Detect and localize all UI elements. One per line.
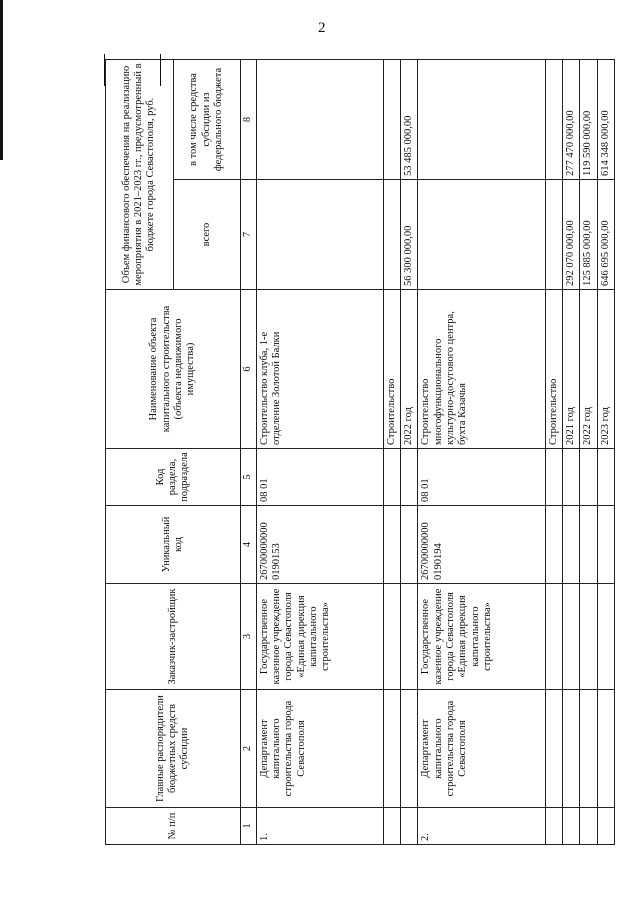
header-distributor: Главные распорядители бюджетных средств субсидии: [106, 690, 241, 808]
col-number: 1: [241, 808, 256, 845]
col-number: 4: [241, 506, 256, 584]
col-number: 2: [241, 690, 256, 808]
subsidy-objects-table: [105, 59, 615, 845]
page-number: 2: [318, 20, 326, 36]
row-federal: [418, 60, 545, 180]
row-distributor: Департамент капитального строительства города Севастополя: [256, 690, 383, 808]
row-federal: 53 485 000,00: [400, 60, 417, 180]
row-total: 56 300 000,00: [400, 180, 417, 290]
header-federal: в том числе средства субсидии из федерального бюджета: [173, 60, 241, 180]
row-total: 646 695 000,00: [597, 180, 614, 290]
header-section-code: Код раздела, подраздела: [106, 449, 241, 506]
table-row: [418, 60, 545, 845]
table-row: [383, 60, 400, 845]
row-federal: 277 470 000,00: [562, 60, 579, 180]
row-no: 1.: [256, 808, 383, 845]
row-distributor: Департамент капитального строительства города Севастополя: [418, 690, 545, 808]
row-object-name: Строительство клуба, 1-е отделение Золотой Балки: [256, 290, 383, 449]
row-type: Строительство: [383, 290, 400, 449]
table-row: [545, 60, 562, 845]
table-row: [256, 60, 383, 845]
col-number: 6: [241, 290, 256, 449]
row-section-code: 08 01: [256, 449, 383, 506]
table-row: [562, 60, 579, 845]
scan-left-edge: [0, 0, 3, 160]
header-unique-code: Уникальный код: [106, 506, 241, 584]
header-total: всего: [173, 180, 241, 290]
row-unique-code: 26700000000 0190194: [418, 506, 545, 584]
row-federal: 119 590 000,00: [580, 60, 597, 180]
row-federal: 614 348 000,00: [597, 60, 614, 180]
row-year: 2022 год: [400, 290, 417, 449]
header-no: № п/п: [106, 808, 241, 845]
table-row: [580, 60, 597, 845]
row-year: 2021 год: [562, 290, 579, 449]
header-funding: Объем финансового обеспечения на реализацию мероприятия в 2021–2023 гг., предусмотренный в бюджете города Севастополя, руб.: [106, 60, 174, 290]
row-federal: [256, 60, 383, 180]
row-unique-code: 26700000000 0190153: [256, 506, 383, 584]
header-object-name: Наименование объекта капитального строительства (объекта недвижимого имущества): [106, 290, 241, 449]
table-row: [597, 60, 614, 845]
header-customer: Заказчик-застройщик: [106, 584, 241, 690]
row-type: Строительство: [545, 290, 562, 449]
row-section-code: 08 01: [418, 449, 545, 506]
table-row: [400, 60, 417, 845]
column-numbers-row: [241, 60, 256, 845]
row-object-name: Строительство многофункционального культурно-досугового центра, бухта Казачья: [418, 290, 545, 449]
row-customer: Государственное казенное учреждение города Севастополя «Единая дирекция капитального строительства»: [418, 584, 545, 690]
rotated-table-wrapper: [105, 60, 615, 845]
col-number: 8: [241, 60, 256, 180]
row-customer: Государственное казенное учреждение города Севастополя «Единая дирекция капитального строительства»: [256, 584, 383, 690]
row-total: [418, 180, 545, 290]
row-total: 125 885 000,00: [580, 180, 597, 290]
col-number: 7: [241, 180, 256, 290]
col-number: 3: [241, 584, 256, 690]
col-number: 5: [241, 449, 256, 506]
row-total: [256, 180, 383, 290]
row-no: 2.: [418, 808, 545, 845]
row-year: 2023 год: [597, 290, 614, 449]
header-row: [106, 60, 174, 845]
row-year: 2022 год: [580, 290, 597, 449]
row-total: 292 070 000,00: [562, 180, 579, 290]
